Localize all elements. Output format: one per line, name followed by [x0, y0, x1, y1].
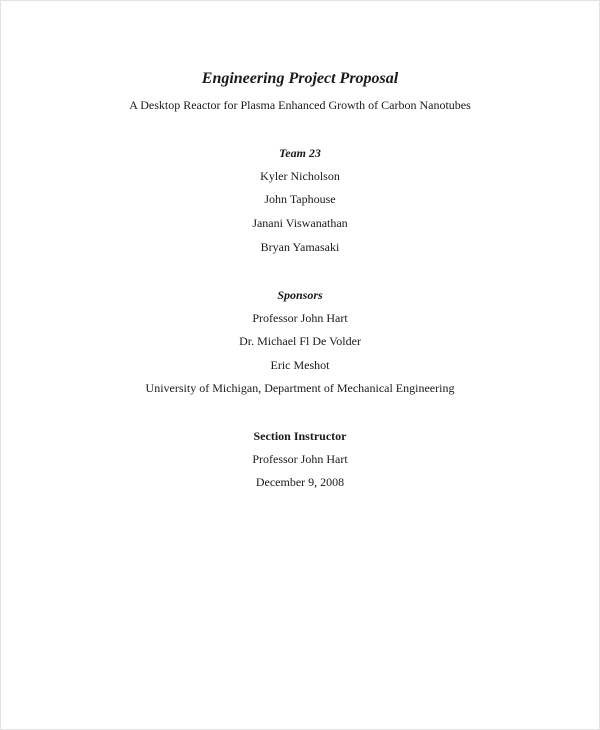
sponsors-heading: Sponsors [277, 288, 323, 302]
sponsor-name: Dr. Michael Fl De Volder [239, 334, 361, 348]
team-member: John Taphouse [264, 192, 336, 206]
sponsor-name: Professor John Hart [252, 311, 348, 325]
instructor-heading: Section Instructor [253, 429, 347, 443]
document-title: Engineering Project Proposal [201, 70, 399, 87]
sponsor-affiliation: University of Michigan, Department of Mechanical Engineering [145, 381, 455, 395]
team-member: Bryan Yamasaki [260, 240, 340, 254]
document-subtitle: A Desktop Reactor for Plasma Enhanced Growth of Carbon Nanotubes [129, 98, 471, 112]
document-date: December 9, 2008 [255, 475, 345, 489]
instructor-name: Professor John Hart [252, 452, 348, 466]
team-member: Kyler Nicholson [260, 169, 340, 183]
team-member: Janani Viswanathan [252, 216, 348, 230]
team-heading: Team 23 [279, 146, 321, 160]
sponsor-name: Eric Meshot [270, 358, 330, 372]
